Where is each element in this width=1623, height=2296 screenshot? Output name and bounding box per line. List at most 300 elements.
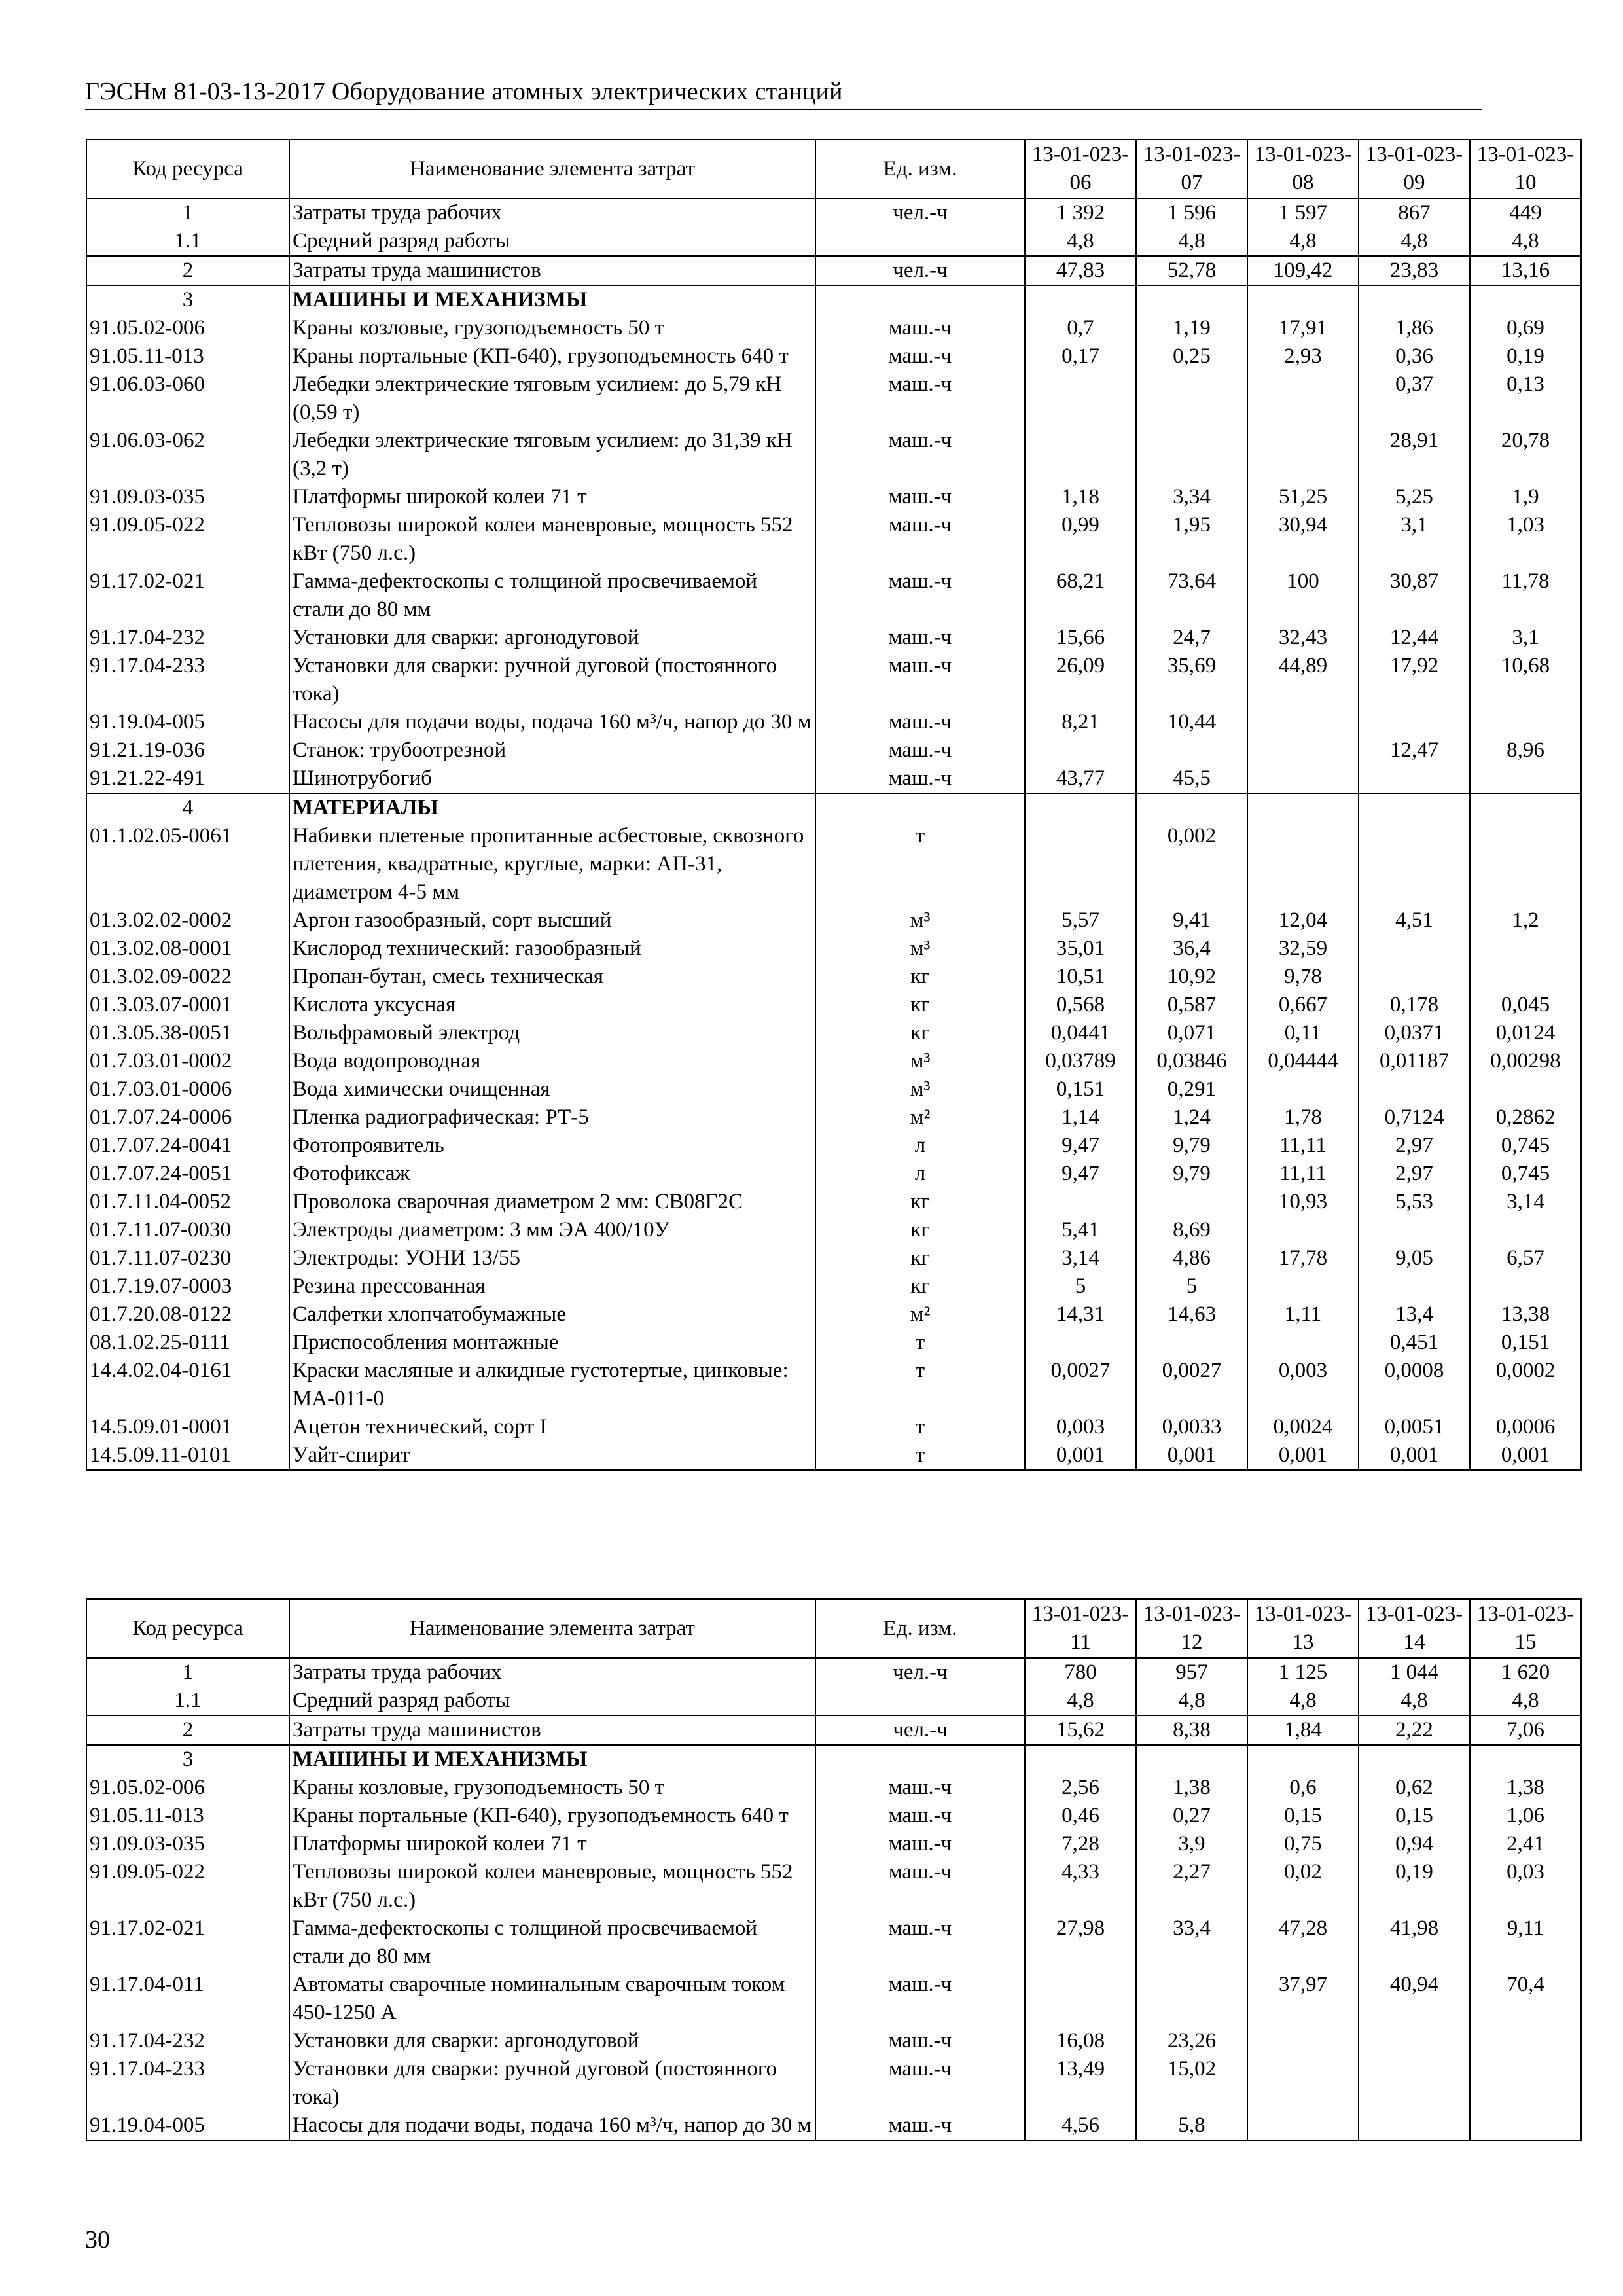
table-row (86, 1441, 1581, 1470)
value-cell (1470, 963, 1581, 991)
value-cell: 17,91 (1247, 314, 1359, 342)
value-cell: 4,51 (1359, 906, 1470, 935)
value-cell: 0,13 (1470, 370, 1581, 427)
resource-code: 91.17.02-021 (86, 1914, 289, 1971)
resource-name: Электроды диаметром: 3 мм ЭА 400/10У (289, 1216, 815, 1244)
value-cell: 12,44 (1359, 624, 1470, 652)
value-cell: 32,59 (1247, 935, 1359, 963)
value-cell: 0,0371 (1359, 1019, 1470, 1047)
table-row (86, 370, 1581, 427)
resource-code: 91.09.05-022 (86, 511, 289, 567)
column-header-unit: Ед. изм. (815, 139, 1025, 198)
table-row (86, 567, 1581, 624)
value-cell: 33,4 (1136, 1914, 1247, 1971)
value-cell (1247, 764, 1359, 793)
resource-code: 01.3.05.38-0051 (86, 1019, 289, 1047)
column-header-name: Наименование элемента затрат (289, 139, 815, 198)
value-cell (1025, 370, 1136, 427)
resource-code: 91.17.04-233 (86, 652, 289, 708)
value-cell: 9,78 (1247, 963, 1359, 991)
value-cell: 0,151 (1470, 1329, 1581, 1357)
value-cell: 0,0033 (1136, 1413, 1247, 1441)
resource-name: Краны козловые, грузоподъемность 50 т (289, 314, 815, 342)
value-cell (1136, 1329, 1247, 1357)
resource-name: Кислота уксусная (289, 991, 815, 1019)
value-cell: 9,79 (1136, 1132, 1247, 1160)
value-cell: 0,0002 (1470, 1357, 1581, 1413)
unit-cell (815, 227, 1025, 256)
value-cell (1247, 285, 1359, 314)
value-cell (1359, 935, 1470, 963)
unit-cell: л (815, 1160, 1025, 1188)
column-header-unit: Ед. изм. (815, 1599, 1025, 1658)
table-row (86, 1329, 1581, 1357)
table-row (86, 1075, 1581, 1103)
value-cell: 11,11 (1247, 1160, 1359, 1188)
resource-code: 1 (86, 198, 289, 227)
value-cell: 5,53 (1359, 1188, 1470, 1216)
value-cell: 3,1 (1470, 624, 1581, 652)
table-row (86, 1019, 1581, 1047)
value-cell: 0,568 (1025, 991, 1136, 1019)
value-cell: 5 (1025, 1272, 1136, 1300)
value-cell: 9,41 (1136, 906, 1247, 935)
unit-cell: кг (815, 1272, 1025, 1300)
value-cell (1136, 427, 1247, 483)
value-cell (1470, 1272, 1581, 1300)
value-cell: 957 (1136, 1658, 1247, 1687)
value-cell: 12,47 (1359, 736, 1470, 764)
unit-cell: т (815, 1329, 1025, 1357)
resource-code: 3 (86, 1745, 289, 1774)
value-cell: 0,071 (1136, 1019, 1247, 1047)
table-row (86, 991, 1581, 1019)
value-cell: 0,15 (1359, 1802, 1470, 1830)
resource-code: 91.19.04-005 (86, 2111, 289, 2140)
unit-cell: чел.-ч (815, 1715, 1025, 1745)
value-cell (1136, 1971, 1247, 2027)
unit-cell: т (815, 1357, 1025, 1413)
value-cell: 0,25 (1136, 342, 1247, 370)
value-cell: 0,02 (1247, 1858, 1359, 1914)
value-cell: 4,8 (1359, 1687, 1470, 1715)
value-cell: 449 (1470, 198, 1581, 227)
value-cell: 51,25 (1247, 483, 1359, 511)
unit-cell: маш.-ч (815, 1802, 1025, 1830)
resource-name: Кислород технический: газообразный (289, 935, 815, 963)
value-cell: 0,745 (1470, 1132, 1581, 1160)
value-cell: 0,001 (1025, 1441, 1136, 1470)
resource-name: МАШИНЫ И МЕХАНИЗМЫ (289, 1745, 815, 1774)
unit-cell: чел.-ч (815, 198, 1025, 227)
resource-code: 91.17.04-232 (86, 2027, 289, 2055)
value-cell: 10,68 (1470, 652, 1581, 708)
column-header-norm: 13-01-023-13 (1247, 1599, 1359, 1658)
value-cell (1136, 793, 1247, 822)
resource-table-1 (86, 139, 1582, 1471)
table-row (86, 483, 1581, 511)
resource-name: Средний разряд работы (289, 1687, 815, 1715)
value-cell (1025, 822, 1136, 906)
table-row (86, 2111, 1581, 2140)
unit-cell: кг (815, 1216, 1025, 1244)
value-cell: 4,8 (1359, 227, 1470, 256)
resource-name: Тепловозы широкой колеи маневровые, мощность 552 кВт (750 л.с.) (289, 511, 815, 567)
table-row (86, 285, 1581, 314)
value-cell: 0,03 (1470, 1858, 1581, 1914)
table-row (86, 1188, 1581, 1216)
value-cell: 4,8 (1247, 227, 1359, 256)
value-cell: 0,99 (1025, 511, 1136, 567)
value-cell: 1,95 (1136, 511, 1247, 567)
table-row (86, 227, 1581, 256)
value-cell: 1 044 (1359, 1658, 1470, 1687)
unit-cell: м³ (815, 1047, 1025, 1075)
column-header-norm: 13-01-023-06 (1025, 139, 1136, 198)
value-cell: 20,78 (1470, 427, 1581, 483)
resource-code: 01.7.07.24-0041 (86, 1132, 289, 1160)
value-cell: 0,745 (1470, 1160, 1581, 1188)
unit-cell: м² (815, 1103, 1025, 1132)
value-cell: 0,001 (1470, 1441, 1581, 1470)
unit-cell (815, 793, 1025, 822)
value-cell: 4,56 (1025, 2111, 1136, 2140)
value-cell: 14,63 (1136, 1300, 1247, 1329)
value-cell: 4,33 (1025, 1858, 1136, 1914)
resource-code: 08.1.02.25-0111 (86, 1329, 289, 1357)
value-cell: 5,25 (1359, 483, 1470, 511)
value-cell (1025, 1745, 1136, 1774)
value-cell: 3,9 (1136, 1830, 1247, 1858)
value-cell (1247, 822, 1359, 906)
table-row (86, 935, 1581, 963)
value-cell (1359, 793, 1470, 822)
table-row (86, 652, 1581, 708)
value-cell: 32,43 (1247, 624, 1359, 652)
value-cell (1136, 1745, 1247, 1774)
value-cell: 5,57 (1025, 906, 1136, 935)
value-cell: 4,8 (1247, 1687, 1359, 1715)
value-cell: 0,003 (1025, 1413, 1136, 1441)
unit-cell: чел.-ч (815, 1658, 1025, 1687)
value-cell: 15,02 (1136, 2055, 1247, 2111)
column-header-norm: 13-01-023-09 (1359, 139, 1470, 198)
resource-code: 91.09.03-035 (86, 483, 289, 511)
value-cell: 4,8 (1025, 1687, 1136, 1715)
resource-code: 01.7.07.24-0006 (86, 1103, 289, 1132)
table-header-row (86, 1599, 1581, 1658)
table-row (86, 736, 1581, 764)
value-cell: 1,14 (1025, 1103, 1136, 1132)
unit-cell: маш.-ч (815, 1971, 1025, 2027)
resource-name: Станок: трубоотрезной (289, 736, 815, 764)
unit-cell: маш.-ч (815, 483, 1025, 511)
unit-cell: маш.-ч (815, 314, 1025, 342)
value-cell: 6,57 (1470, 1244, 1581, 1272)
value-cell (1470, 935, 1581, 963)
column-header-norm: 13-01-023-07 (1136, 139, 1247, 198)
value-cell: 26,09 (1025, 652, 1136, 708)
value-cell (1359, 2055, 1470, 2111)
value-cell: 0,151 (1025, 1075, 1136, 1103)
unit-cell: м² (815, 1300, 1025, 1329)
value-cell (1359, 285, 1470, 314)
resource-code: 91.17.02-021 (86, 567, 289, 624)
unit-cell: маш.-ч (815, 1914, 1025, 1971)
value-cell: 9,79 (1136, 1160, 1247, 1188)
resource-name: Средний разряд работы (289, 227, 815, 256)
resource-code: 91.09.03-035 (86, 1830, 289, 1858)
value-cell: 0,0441 (1025, 1019, 1136, 1047)
table-row (86, 1830, 1581, 1858)
value-cell: 28,91 (1359, 427, 1470, 483)
unit-cell: маш.-ч (815, 511, 1025, 567)
value-cell: 3,1 (1359, 511, 1470, 567)
value-cell: 0,003 (1247, 1357, 1359, 1413)
value-cell: 11,78 (1470, 567, 1581, 624)
value-cell: 24,7 (1136, 624, 1247, 652)
resource-code: 01.7.20.08-0122 (86, 1300, 289, 1329)
value-cell: 1,19 (1136, 314, 1247, 342)
value-cell: 0,94 (1359, 1830, 1470, 1858)
value-cell: 4,8 (1136, 1687, 1247, 1715)
table-row (86, 427, 1581, 483)
resource-name: МАТЕРИАЛЫ (289, 793, 815, 822)
value-cell: 1,38 (1136, 1774, 1247, 1802)
value-cell (1359, 764, 1470, 793)
value-cell (1025, 427, 1136, 483)
value-cell: 780 (1025, 1658, 1136, 1687)
resource-code: 91.06.03-062 (86, 427, 289, 483)
table-row (86, 1300, 1581, 1329)
table-row (86, 793, 1581, 822)
resource-code: 91.17.04-233 (86, 2055, 289, 2111)
value-cell (1470, 2027, 1581, 2055)
resource-name: Тепловозы широкой колеи маневровые, мощность 552 кВт (750 л.с.) (289, 1858, 815, 1914)
resource-code: 01.7.11.07-0230 (86, 1244, 289, 1272)
value-cell: 41,98 (1359, 1914, 1470, 1971)
table-row (86, 1047, 1581, 1075)
unit-cell: маш.-ч (815, 370, 1025, 427)
value-cell: 1 596 (1136, 198, 1247, 227)
value-cell: 15,66 (1025, 624, 1136, 652)
table-row (86, 511, 1581, 567)
resource-name: Уайт-спирит (289, 1441, 815, 1470)
resource-code: 91.17.04-011 (86, 1971, 289, 2027)
value-cell: 35,69 (1136, 652, 1247, 708)
value-cell: 0,0008 (1359, 1357, 1470, 1413)
value-cell: 1,11 (1247, 1300, 1359, 1329)
value-cell: 1 597 (1247, 198, 1359, 227)
unit-cell: чел.-ч (815, 256, 1025, 285)
value-cell: 0,15 (1247, 1802, 1359, 1830)
resource-name: Насосы для подачи воды, подача 160 м³/ч, напор до 30 м (289, 2111, 815, 2140)
value-cell (1470, 1216, 1581, 1244)
resource-name: Ацетон технический, сорт I (289, 1413, 815, 1441)
unit-cell: маш.-ч (815, 2055, 1025, 2111)
resource-name: Краны портальные (КП-640), грузоподъемность 640 т (289, 342, 815, 370)
table-row (86, 624, 1581, 652)
value-cell: 0,11 (1247, 1019, 1359, 1047)
table-row (86, 906, 1581, 935)
value-cell: 3,14 (1470, 1188, 1581, 1216)
value-cell: 0,291 (1136, 1075, 1247, 1103)
table-row (86, 1244, 1581, 1272)
resource-name: Вода водопроводная (289, 1047, 815, 1075)
value-cell: 10,92 (1136, 963, 1247, 991)
resource-name: Фотофиксаж (289, 1160, 815, 1188)
resource-code: 3 (86, 285, 289, 314)
value-cell: 45,5 (1136, 764, 1247, 793)
table-row (86, 2027, 1581, 2055)
value-cell: 0,27 (1136, 1802, 1247, 1830)
resource-name: Насосы для подачи воды, подача 160 м³/ч, напор до 30 м (289, 708, 815, 736)
resource-code: 4 (86, 793, 289, 822)
resource-name: Лебедки электрические тяговым усилием: до 5,79 кН (0,59 т) (289, 370, 815, 427)
resource-code: 91.21.19-036 (86, 736, 289, 764)
value-cell: 100 (1247, 567, 1359, 624)
table-row (86, 1658, 1581, 1687)
value-cell: 867 (1359, 198, 1470, 227)
value-cell: 0,36 (1359, 342, 1470, 370)
table-row (86, 256, 1581, 285)
resource-code: 2 (86, 256, 289, 285)
value-cell: 11,11 (1247, 1132, 1359, 1160)
table-row (86, 1216, 1581, 1244)
value-cell: 36,4 (1136, 935, 1247, 963)
resource-name: Платформы широкой колеи 71 т (289, 1830, 815, 1858)
value-cell: 1,9 (1470, 483, 1581, 511)
resource-code: 91.21.22-491 (86, 764, 289, 793)
value-cell: 1,86 (1359, 314, 1470, 342)
resource-code: 91.05.11-013 (86, 1802, 289, 1830)
column-header-norm: 13-01-023-11 (1025, 1599, 1136, 1658)
table-body (86, 1658, 1581, 2140)
value-cell: 0,17 (1025, 342, 1136, 370)
table-row (86, 963, 1581, 991)
resource-name: Пропан-бутан, смесь техническая (289, 963, 815, 991)
value-cell: 0,62 (1359, 1774, 1470, 1802)
value-cell: 109,42 (1247, 256, 1359, 285)
unit-cell (815, 285, 1025, 314)
value-cell: 30,94 (1247, 511, 1359, 567)
value-cell: 0,2862 (1470, 1103, 1581, 1132)
value-cell (1136, 370, 1247, 427)
value-cell: 0,6 (1247, 1774, 1359, 1802)
unit-cell: маш.-ч (815, 764, 1025, 793)
value-cell (1470, 1075, 1581, 1103)
resource-code: 14.4.02.04-0161 (86, 1357, 289, 1413)
unit-cell: м³ (815, 1075, 1025, 1103)
header-rule (85, 109, 1482, 110)
value-cell (1359, 822, 1470, 906)
value-cell: 1 620 (1470, 1658, 1581, 1687)
resource-code: 1.1 (86, 227, 289, 256)
unit-cell: т (815, 1413, 1025, 1441)
value-cell: 0,75 (1247, 1830, 1359, 1858)
resource-name: Вольфрамовый электрод (289, 1019, 815, 1047)
table-row (86, 1160, 1581, 1188)
value-cell: 13,4 (1359, 1300, 1470, 1329)
unit-cell: кг (815, 1244, 1025, 1272)
value-cell: 5 (1136, 1272, 1247, 1300)
value-cell: 13,16 (1470, 256, 1581, 285)
resource-code: 01.3.02.09-0022 (86, 963, 289, 991)
resource-name: Затраты труда рабочих (289, 1658, 815, 1687)
unit-cell (815, 1745, 1025, 1774)
value-cell: 13,49 (1025, 2055, 1136, 2111)
value-cell: 2,93 (1247, 342, 1359, 370)
value-cell: 5,8 (1136, 2111, 1247, 2140)
value-cell (1247, 2027, 1359, 2055)
unit-cell: кг (815, 1188, 1025, 1216)
value-cell (1359, 1075, 1470, 1103)
resource-name: Установки для сварки: аргонодуговой (289, 624, 815, 652)
column-header-code: Код ресурса (86, 1599, 289, 1658)
value-cell: 0,0024 (1247, 1413, 1359, 1441)
value-cell: 3,34 (1136, 483, 1247, 511)
value-cell: 40,94 (1359, 1971, 1470, 2027)
value-cell (1247, 1329, 1359, 1357)
value-cell (1247, 2055, 1359, 2111)
value-cell: 0,0006 (1470, 1413, 1581, 1441)
value-cell (1136, 285, 1247, 314)
value-cell: 70,4 (1470, 1971, 1581, 2027)
resource-code: 01.3.03.07-0001 (86, 991, 289, 1019)
value-cell: 43,77 (1025, 764, 1136, 793)
resource-name: Краски масляные и алкидные густотертые, цинковые: МА-011-0 (289, 1357, 815, 1413)
value-cell: 0,045 (1470, 991, 1581, 1019)
resource-code: 01.3.02.08-0001 (86, 935, 289, 963)
value-cell: 47,28 (1247, 1914, 1359, 1971)
value-cell (1470, 822, 1581, 906)
value-cell: 0,37 (1359, 370, 1470, 427)
resource-code: 01.7.11.07-0030 (86, 1216, 289, 1244)
value-cell: 0,667 (1247, 991, 1359, 1019)
unit-cell: маш.-ч (815, 2027, 1025, 2055)
unit-cell: маш.-ч (815, 736, 1025, 764)
value-cell: 2,41 (1470, 1830, 1581, 1858)
resource-name: Вода химически очищенная (289, 1075, 815, 1103)
value-cell: 27,98 (1025, 1914, 1136, 1971)
value-cell (1247, 370, 1359, 427)
value-cell: 0,03789 (1025, 1047, 1136, 1075)
table-row (86, 1132, 1581, 1160)
unit-cell: маш.-ч (815, 624, 1025, 652)
value-cell: 10,51 (1025, 963, 1136, 991)
value-cell: 0,69 (1470, 314, 1581, 342)
resource-name: Фотопроявитель (289, 1132, 815, 1160)
unit-cell: м³ (815, 935, 1025, 963)
table-row (86, 1914, 1581, 1971)
value-cell (1359, 963, 1470, 991)
value-cell: 12,04 (1247, 906, 1359, 935)
value-cell: 0,19 (1359, 1858, 1470, 1914)
value-cell: 0,04444 (1247, 1047, 1359, 1075)
value-cell: 52,78 (1136, 256, 1247, 285)
resource-name: Резина прессованная (289, 1272, 815, 1300)
column-header-norm: 13-01-023-15 (1470, 1599, 1581, 1658)
value-cell (1025, 285, 1136, 314)
resource-code: 91.09.05-022 (86, 1858, 289, 1914)
column-header-name: Наименование элемента затрат (289, 1599, 815, 1658)
resource-code: 1 (86, 1658, 289, 1687)
value-cell (1247, 708, 1359, 736)
unit-cell: маш.-ч (815, 427, 1025, 483)
table-row (86, 1802, 1581, 1830)
value-cell: 9,47 (1025, 1160, 1136, 1188)
value-cell: 7,06 (1470, 1715, 1581, 1745)
